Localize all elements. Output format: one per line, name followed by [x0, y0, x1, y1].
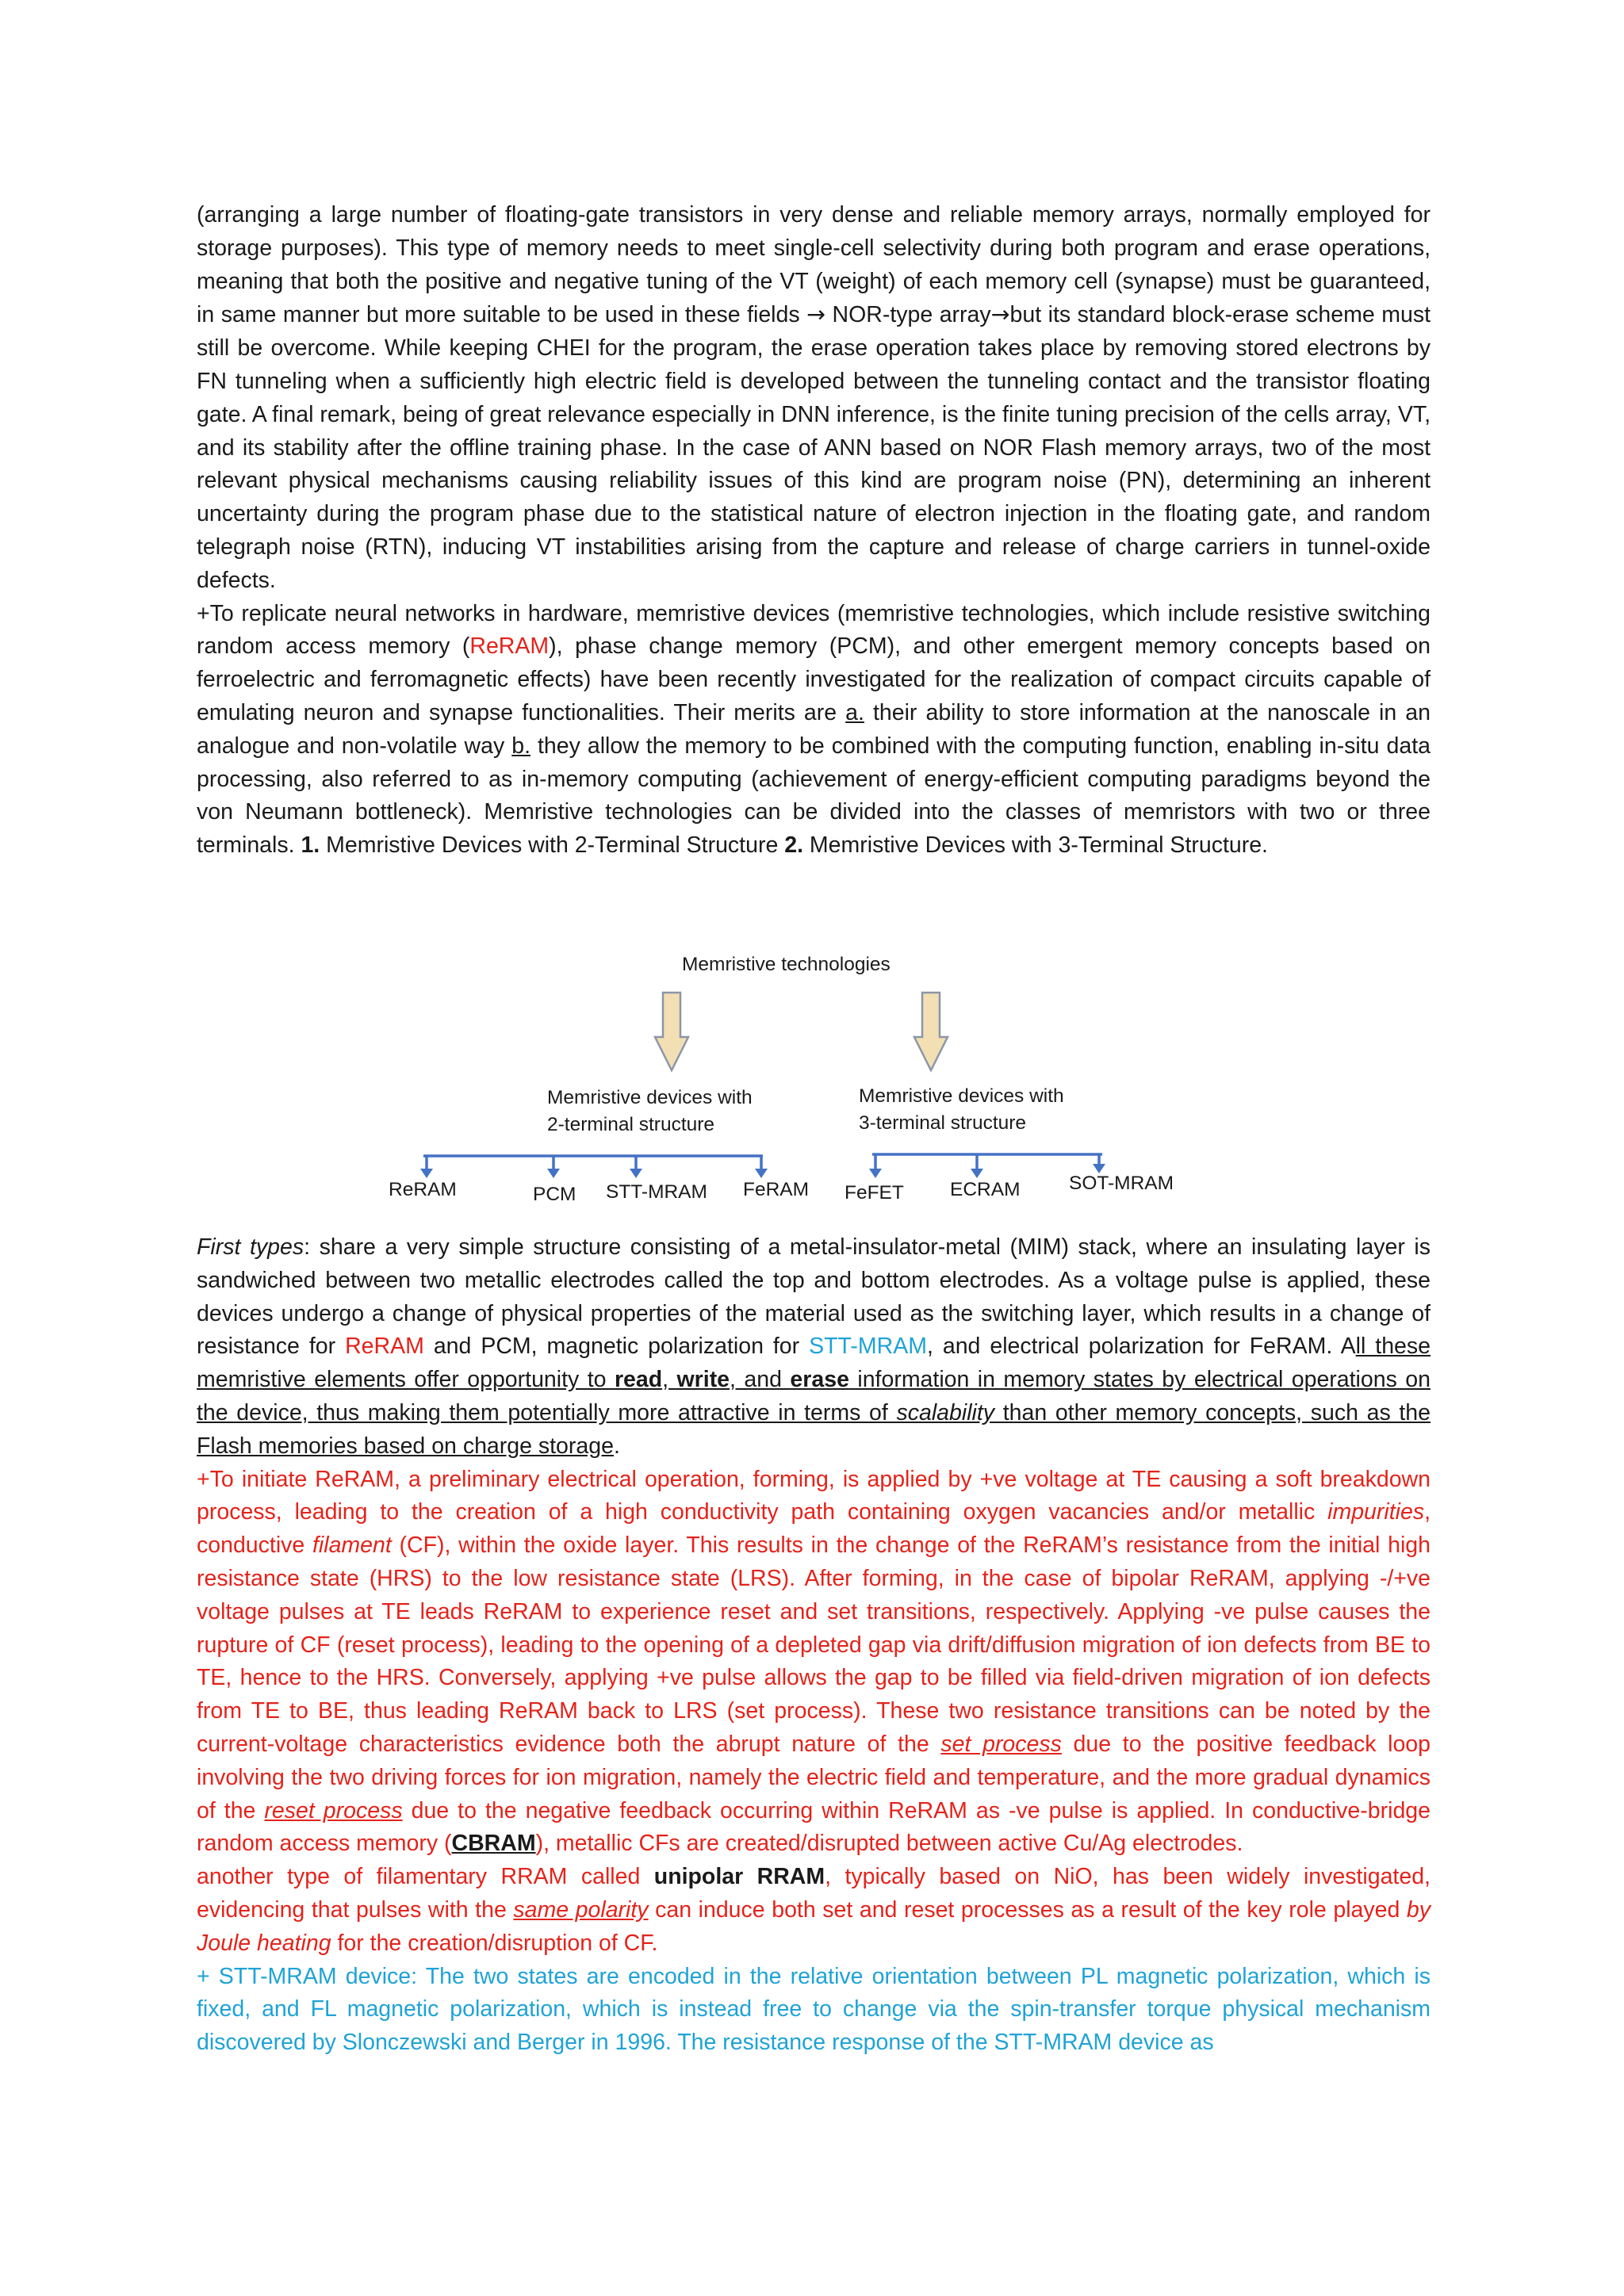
text-run: , — [662, 1367, 677, 1393]
text-run: can induce both set and reset processes as a result of the key role played — [648, 1896, 1407, 1923]
text-run: than other memory concepts, such as the Flash memories based on charge storage — [197, 1399, 1431, 1459]
keyword-joule-heating: by Joule heating — [197, 1896, 1431, 1956]
keyword-same-polarity: same polarity — [513, 1896, 649, 1923]
bottom-text-block — [197, 1231, 1431, 2060]
branch-2t-label-line2: 2-terminal structure — [547, 1114, 715, 1135]
paragraph-unipolar-rram — [197, 1861, 1431, 1960]
text-run: another type of filamentary RRAM called — [197, 1864, 654, 1890]
text-run: ), phase change memory (PCM), and other emergent memory concepts based on ferroelectric and ferromagnetic effects) have been recently investigated for the realization of compact circuits capable of emulating neuron and synapse functionalities. Their merits are — [197, 633, 1431, 725]
text-run: Memristive Devices with 3-Terminal Structure. — [803, 832, 1268, 859]
list-marker-a: a. — [845, 699, 864, 725]
diagram-root-label: Memristive technologies — [682, 954, 891, 975]
text-run: ll these memristive elements offer opportunity to — [197, 1334, 1431, 1393]
text-run: ), metallic CFs are created/disrupted between active Cu/Ag electrodes. — [535, 1831, 1243, 1857]
text-run: due to the positive feedback loop involving the two driving forces for ion migration, namely the electric field and temperature, and the more gradual dynamics of the — [197, 1731, 1431, 1823]
paragraph-memristive-intro — [197, 598, 1431, 863]
text-run: due to the negative feedback occurring within ReRAM as -ve pulse is applied. In conductive-bridge random access memory ( — [197, 1797, 1431, 1857]
block-arrow-2t — [655, 993, 688, 1070]
stt-mram-highlight: STT-MRAM — [809, 1334, 927, 1360]
top-text-block — [197, 199, 1431, 863]
keyword-cbram: CBRAM — [451, 1831, 536, 1857]
text-run: their ability to store information at the nanoscale in an analogue and non-volatile way — [197, 699, 1431, 759]
keyword-filament: filament — [312, 1533, 392, 1559]
text-run: NOR-type array — [825, 302, 991, 328]
branch-2t-label-line1: Memristive devices with — [547, 1087, 753, 1108]
leaf-feram: FeRAM — [743, 1179, 810, 1200]
leaf-sot-mram: SOT-MRAM — [1069, 1173, 1174, 1194]
text-run: and PCM, magnetic polarization for — [423, 1334, 810, 1360]
paragraph-reram-forming — [197, 1464, 1431, 1862]
text-run: information in memory states by electrical operations on the device, thus making them potentially more attractive in terms of — [197, 1367, 1431, 1425]
keyword-read: read — [614, 1367, 663, 1393]
branch-3t-label-line2: 3-terminal structure — [859, 1112, 1027, 1134]
leaf-stt-mram: STT-MRAM — [606, 1181, 707, 1203]
leaf-reram: ReRAM — [389, 1179, 457, 1200]
keyword-reset-process: reset process — [264, 1797, 403, 1823]
diagram-connectors — [0, 936, 1624, 1221]
right-arrow-icon: → — [806, 301, 825, 328]
text-run: , typically based on NiO, has been widely investigated, evidencing that pulses with the — [197, 1864, 1431, 1923]
text-run: Memristive Devices with 2-Terminal Structure — [320, 832, 785, 859]
leaf-ecram: ECRAM — [950, 1179, 1021, 1200]
paragraph-nor-flash — [197, 199, 1431, 598]
keyword-write: write — [676, 1367, 730, 1393]
text-run: . — [613, 1433, 620, 1459]
text-run: (arranging a large number of floating-gate transistors in very dense and reliable memory arrays, normally employed for storage purposes). This type of memory needs to meet single-cell selectivity during both program and erase operations, meaning that both the positive and negative tuning of the VT (weight) of each memory cell (synapse) must be guaranteed, in same manner but more suitable to be used in these fields — [197, 202, 1431, 328]
text-run: +To initiate ReRAM, a preliminary electrical operation, forming, is applied by +ve voltage at TE causing a soft breakdown process, leading to the creation of a high conductivity path containing oxygen vacancies and/or metallic — [197, 1466, 1431, 1525]
memristive-technologies-diagram — [0, 936, 1624, 1221]
leaf-pcm: PCM — [533, 1184, 576, 1205]
leaf-fefet: FeFET — [845, 1182, 904, 1203]
reram-highlight: ReRAM — [469, 633, 550, 660]
block-arrow-3t — [914, 993, 948, 1070]
text-run: , conductive — [197, 1499, 1431, 1559]
reram-highlight: ReRAM — [345, 1334, 424, 1360]
right-arrow-icon: → — [990, 301, 1010, 328]
paragraph-first-types — [197, 1231, 1431, 1464]
keyword-unipolar-rram: unipolar RRAM — [653, 1864, 825, 1890]
text-run: (CF), within the oxide layer. This results in the change of the ReRAM’s resistance from the initial high resistance state (HRS) to the low resistance state (LRS). After forming, in the case of bipolar ReRAM, applying -/+ve voltage pulses at TE leads ReRAM to experience reset and set transitions, respectively. Applying -ve pulse causes the rupture of CF (reset process), leading to the opening of a depleted gap via drift/diffusion migration of ion defects from BE to TE, hence to the HRS. Conversely, applying +ve pulse allows the gap to be filled via field-driven migration of ion defects from TE to BE, thus leading ReRAM back to LRS (set process). These two resistance transitions can be noted by the current-voltage characteristics evidence both the abrupt nature of the — [197, 1533, 1431, 1757]
text-run: + STT-MRAM device: The two states are encoded in the relative orientation between PL magnetic polarization, which is fixed, and FL magnetic polarization, which is instead free to change via the spin-transfer torque physical mechanism discovered by Slonczewski and Berger in 1996. The resistance response of the STT-MRAM device as — [197, 1963, 1431, 2056]
text-run: , and — [730, 1367, 791, 1393]
keyword-scalability: scalability — [896, 1399, 995, 1425]
text-run: , and electrical polarization for FeRAM. A — [926, 1334, 1356, 1360]
text-run: for the creation/disruption of CF. — [331, 1930, 658, 1956]
keyword-impurities: impurities — [1327, 1499, 1425, 1525]
keyword-erase: erase — [790, 1367, 849, 1393]
branch-3t-label-line1: Memristive devices with — [859, 1085, 1064, 1107]
text-run: but its standard block-erase scheme must still be overcome. While keeping CHEI for the program, the erase operation takes place by removing stored electrons by FN tunneling when a sufficiently high electric field is developed between the tunneling contact and the transistor floating gate. A final remark, being of great relevance especially in DNN inference, is the finite tuning precision of the cells array, VT, and its stability after the offline training phase. In the case of ANN based on NOR Flash memory arrays, two of the most relevant physical mechanisms causing reliability issues of this kind are program noise (PN), determining an inherent uncertainty during the program phase due to the statistical nature of electron injection in the floating gate, and random telegraph noise (RTN), inducing VT instabilities arising from the capture and release of charge carriers in tunnel-oxide defects. — [197, 302, 1431, 593]
connector-head-stt — [630, 1169, 642, 1178]
paragraph-stt-mram — [197, 1961, 1431, 2060]
list-marker-2: 2. — [784, 832, 803, 859]
connector-head-pcm — [547, 1169, 560, 1178]
connector-head-fefet — [869, 1169, 882, 1178]
list-marker-1: 1. — [301, 832, 320, 859]
keyword-set-process: set process — [940, 1731, 1062, 1757]
first-types-label: First types — [197, 1234, 304, 1260]
text-run: : share a very simple structure consisting of a metal-insulator-metal (MIM) stack, where an insulating layer is sandwiched between two metallic electrodes called the top and bottom electrodes. As a voltage pulse is applied, these devices undergo a change of physical properties of the material used as the switching layer, which results in a change of resistance for — [197, 1234, 1431, 1360]
list-marker-b: b. — [511, 733, 530, 759]
text-run: +To replicate neural networks in hardware, memristive devices (memristive technologies, which include resistive switching random access memory ( — [197, 600, 1431, 660]
text-run: they allow the memory to be combined with the computing function, enabling in-situ data processing, also referred to as in-memory computing (achievement of energy-efficient computing paradigms beyond the von Neumann bottleneck). Memristive technologies can be divided into the classes of memristors with two or three terminals. — [197, 733, 1431, 859]
